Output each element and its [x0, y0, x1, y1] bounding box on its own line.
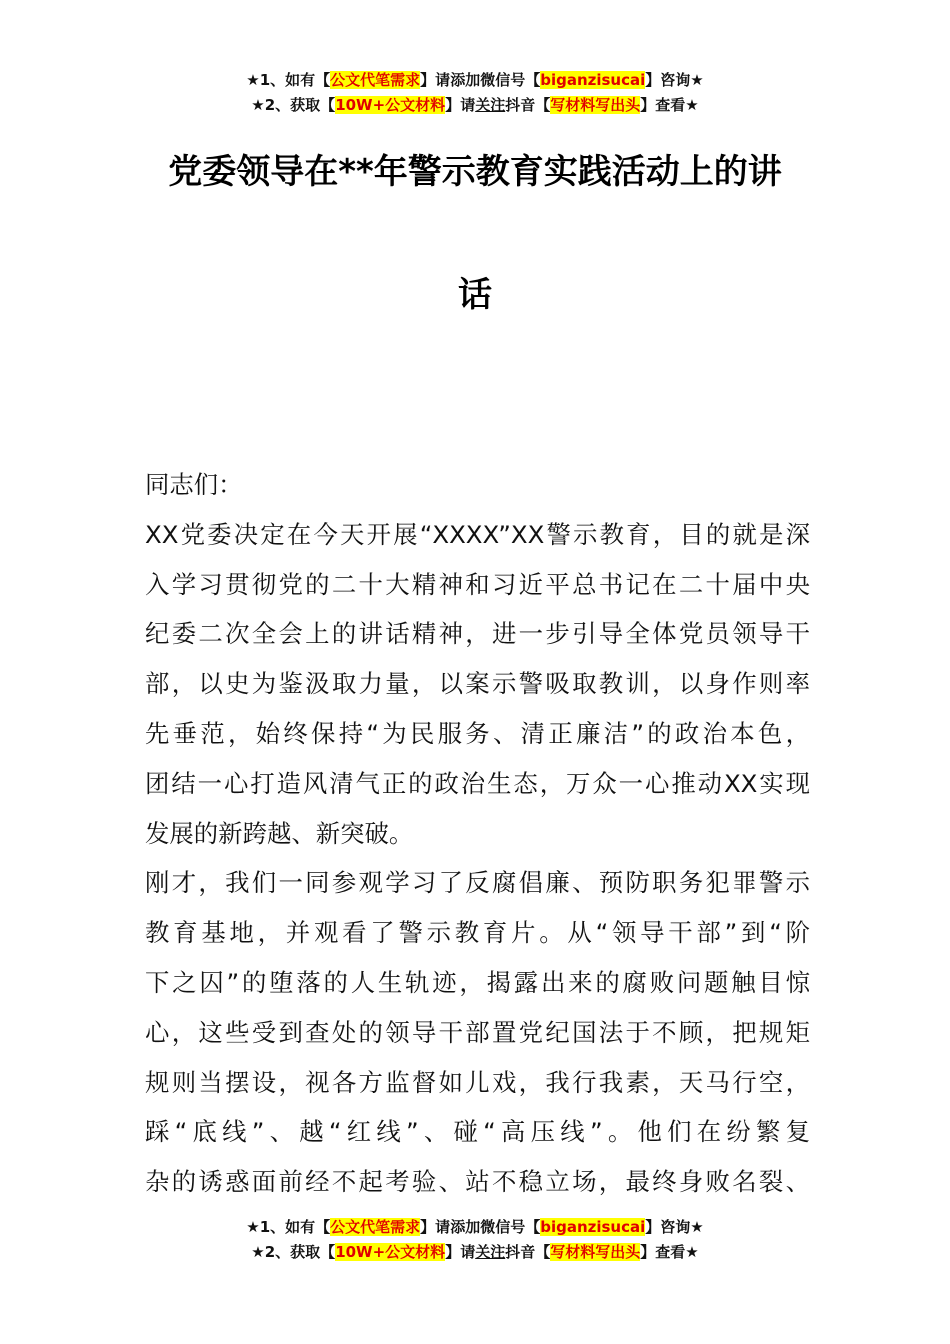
banner-douyin-id: 写材料写出头 [550, 1243, 641, 1261]
body-line: 踩“底线”、越“红线”、碰“高压线”。他们在纷繁复 [145, 1117, 810, 1147]
banner-text: 微信号【 [480, 1218, 541, 1236]
banner-douyin-id: 写材料写出头 [550, 96, 641, 114]
banner-emphasis: 添加 [450, 71, 481, 89]
body-line: 部，以史为鉴汲取力量，以案示警吸取教训，以身作则率 [145, 669, 810, 699]
banner-text: ★1、如有【 [246, 71, 331, 89]
banner-text: ★2、获取【 [251, 96, 336, 114]
document-body [145, 460, 810, 1207]
banner-highlight: 公文代笔需求 [330, 1218, 421, 1236]
banner-wechat-id: biganzisucai [540, 1218, 646, 1236]
banner-emphasis: 添加 [450, 1218, 481, 1236]
document-title-line-1: 党委领导在**年警示教育实践活动上的讲 [168, 152, 782, 192]
banner-text: ★1、如有【 [246, 1218, 331, 1236]
banner-highlight: 10W+公文材料 [335, 96, 446, 114]
banner-text: 】咨询★ [645, 1218, 704, 1236]
banner-text: 】请 [420, 1218, 451, 1236]
banner-wechat-id: biganzisucai [540, 71, 646, 89]
banner-text: 微信号【 [480, 71, 541, 89]
banner-text: 抖音【 [505, 1243, 551, 1261]
body-line: 下之囚”的堕落的人生轨迹，揭露出来的腐败问题触目惊 [145, 967, 810, 997]
document-title-line-2: 话 [458, 275, 492, 315]
body-line: 教育基地，并观看了警示教育片。从“领导干部”到“阶 [145, 918, 810, 948]
banner-text: 】请 [420, 71, 451, 89]
header-banner [0, 68, 950, 118]
body-line: 刚才，我们一同参观学习了反腐倡廉、预防职务犯罪警示 [145, 868, 810, 898]
footer-banner-line-1 [0, 1215, 950, 1240]
body-line: 杂的诱惑面前经不起考验、站不稳立场，最终身败名裂、 [145, 1167, 810, 1197]
banner-text: 】查看★ [640, 1243, 699, 1261]
header-banner-line-2 [0, 93, 950, 118]
footer-banner-line-2 [0, 1240, 950, 1265]
salutation: 同志们： [145, 470, 243, 499]
body-line: 心，这些受到查处的领导干部置党纪国法于不顾，把规矩 [145, 1017, 810, 1047]
body-line: 发展的新跨越、新突破。 [145, 818, 414, 848]
banner-text: 】请 [445, 1243, 476, 1261]
body-line: 纪委二次全会上的讲话精神，进一步引导全体党员领导干 [145, 619, 810, 649]
footer-banner [0, 1215, 950, 1265]
banner-highlight: 公文代笔需求 [330, 71, 421, 89]
banner-emphasis: 关注 [475, 1243, 506, 1261]
body-line: XX党委决定在今天开展“XXXX”XX警示教育，目的就是深 [145, 519, 810, 549]
body-line: 先垂范，始终保持“为民服务、清正廉洁”的政治本色， [145, 718, 810, 748]
banner-text: 】请 [445, 96, 476, 114]
banner-text: 】咨询★ [645, 71, 704, 89]
header-banner-line-1 [0, 68, 950, 93]
banner-text: 抖音【 [505, 96, 551, 114]
banner-text: ★2、获取【 [251, 1243, 336, 1261]
body-line: 团结一心打造风清气正的政治生态，万众一心推动XX实现 [145, 768, 810, 798]
banner-highlight: 10W+公文材料 [335, 1243, 446, 1261]
body-line: 规则当摆设，视各方监督如儿戏，我行我素，天马行空， [145, 1067, 810, 1097]
banner-text: 】查看★ [640, 96, 699, 114]
body-line: 入学习贯彻党的二十大精神和习近平总书记在二十届中央 [145, 569, 810, 599]
banner-emphasis: 关注 [475, 96, 506, 114]
